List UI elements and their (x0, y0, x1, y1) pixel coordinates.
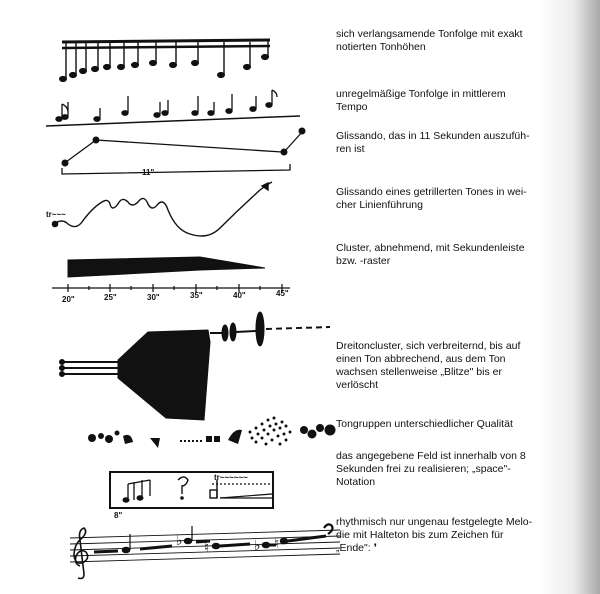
tick-label: 35" (190, 291, 203, 300)
description-melody: rhythmisch nur ungenau festgelegte Melo- die mit Halteton bis zum Zeichen für „Ende": ❜ (336, 516, 533, 554)
tick-label: 40" (233, 291, 246, 300)
trill-label: tr~~~~~~ (214, 473, 248, 482)
description-three-tone-cluster: Dreitoncluster, sich verbreiternd, bis auf einen Ton abbrechend, aus dem Ton wachsen stellenweise „Blitze" bis er verlöscht (336, 340, 521, 391)
trill-label: tr~~~ (46, 210, 66, 219)
description-space-notation: das angegebene Feld ist innerhalb von 8 Sekunden frei zu realisieren; „space"- Notation (336, 450, 526, 488)
slowing-note-sequence-symbol (60, 40, 271, 82)
glissando-symbol (62, 128, 305, 174)
svg-text:♭: ♭ (254, 538, 261, 554)
trill-glissando-symbol (52, 182, 272, 236)
tick-label: 25" (104, 293, 117, 302)
description-cluster: Cluster, abnehmend, mit Sekundenleiste bzw. -raster (336, 242, 525, 267)
tone-groups-symbol (88, 417, 336, 449)
description-irregular-sequence: unregelmäßige Tonfolge in mittlerem Tempo (336, 88, 506, 113)
melody-staff-symbol (70, 524, 340, 578)
svg-text:♮: ♮ (274, 536, 280, 552)
cluster-symbol (52, 257, 290, 288)
tick-label: 30" (147, 293, 160, 302)
svg-text:♮: ♮ (204, 540, 210, 556)
glissando-duration-label: 11" (142, 168, 155, 177)
time-ruler (62, 284, 289, 304)
description-glissando: Glissando, das in 11 Sekunden auszufüh- ren ist (336, 130, 530, 155)
field-duration-label: 8" (114, 511, 123, 520)
tick-label: 45" (276, 289, 289, 298)
three-tone-cluster-symbol (60, 312, 331, 420)
description-slowing-sequence: sich verlangsamende Tonfolge mit exakt notierten Tonhöhen (336, 28, 523, 53)
svg-text:♭: ♭ (176, 533, 183, 549)
space-notation-field (110, 472, 273, 508)
irregular-note-sequence-symbol (46, 90, 300, 126)
description-trill-glissando: Glissando eines getrillerten Tones in wei- cher Linienführung (336, 186, 527, 211)
tick-label: 20" (62, 295, 75, 304)
description-tone-groups: Tongruppen unterschiedlicher Qualität (336, 418, 513, 430)
